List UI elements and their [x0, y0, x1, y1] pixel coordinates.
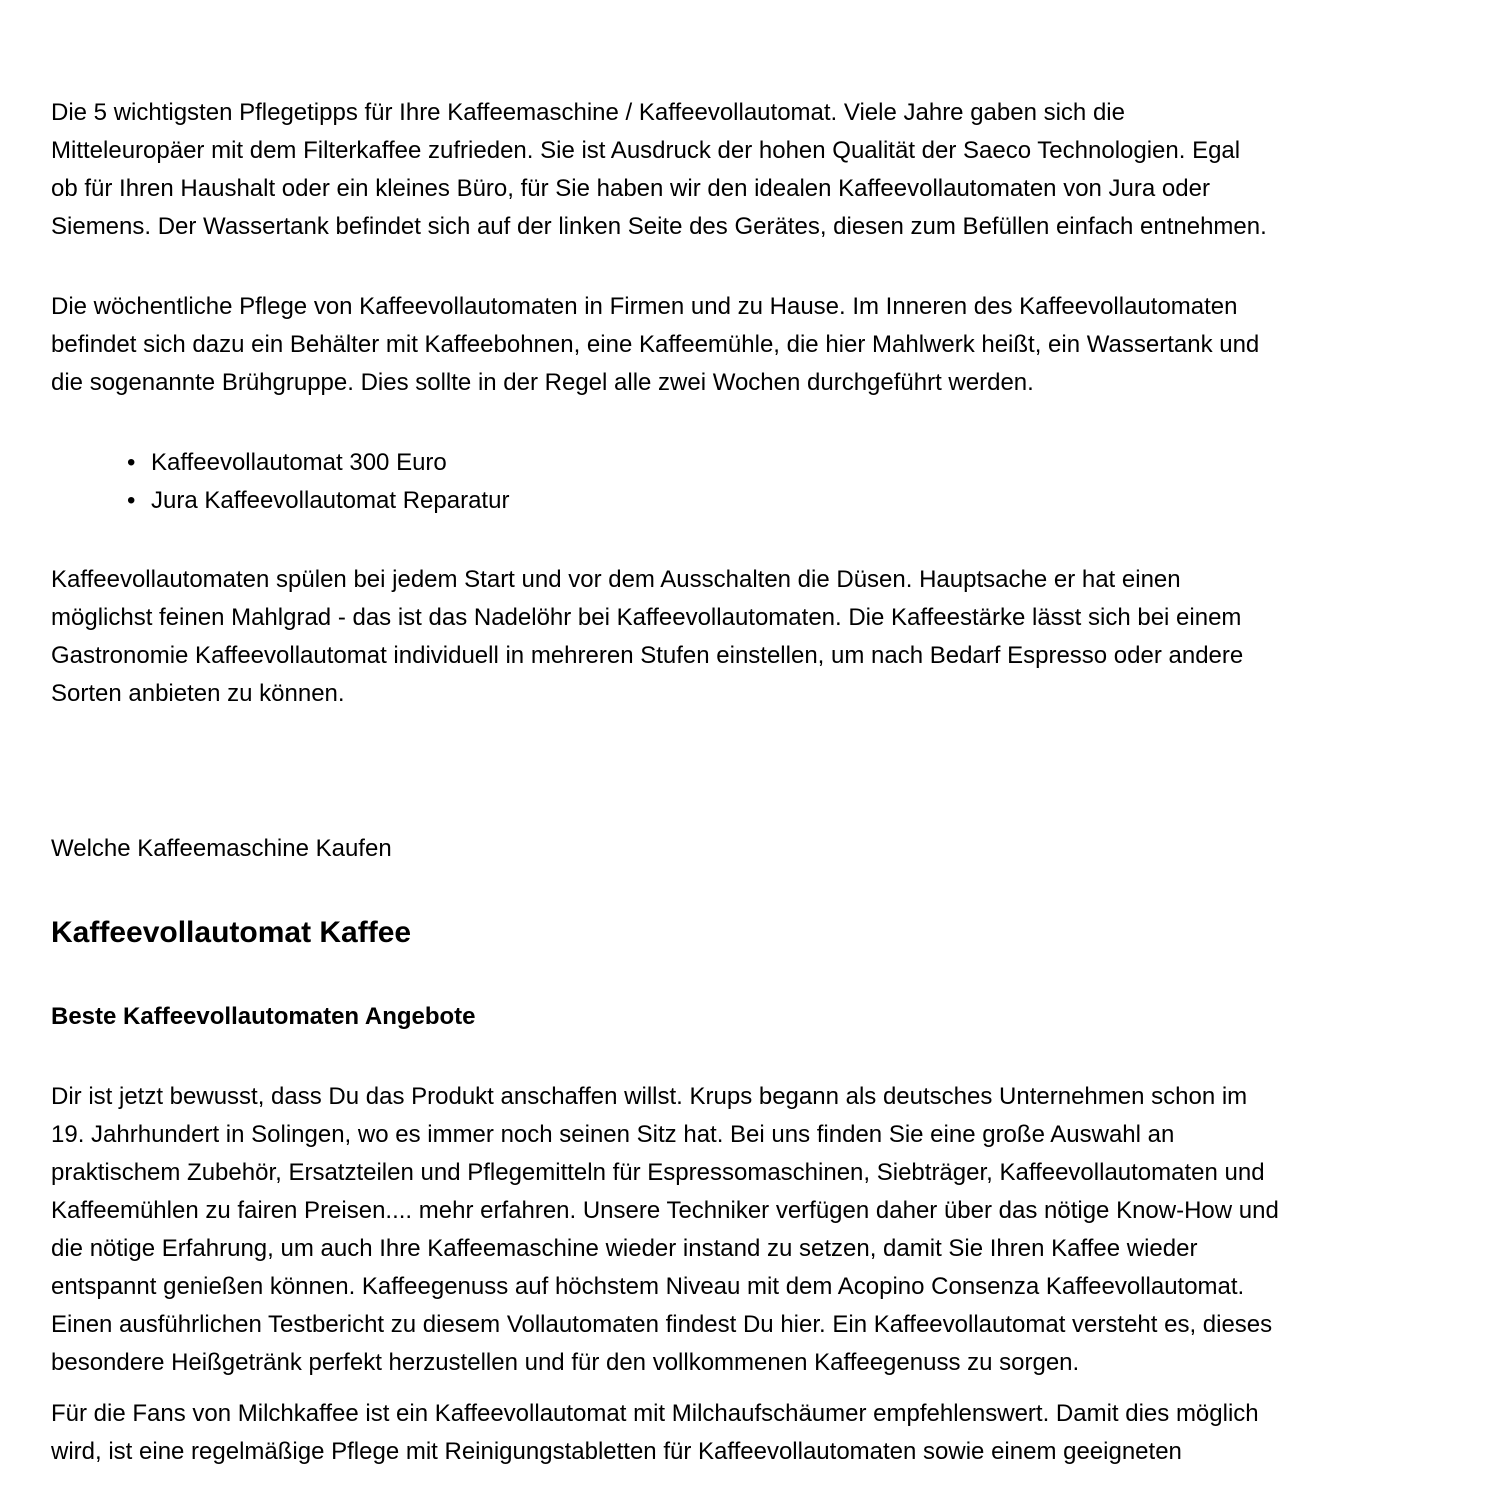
- text-line: Einen ausführlichen Testbericht zu diesem Vollautomaten findest Du hier. Ein Kaffeevollautomat versteht es, dieses: [51, 1311, 1273, 1338]
- paragraph-5: [51, 1395, 1259, 1471]
- bullet-icon: •: [127, 487, 136, 514]
- text-line: befindet sich dazu ein Behälter mit Kaffeebohnen, eine Kaffeemühle, die hier Mahlwerk heißt, ein Wassertank und: [51, 331, 1260, 358]
- text-line: Die 5 wichtigsten Pflegetipps für Ihre Kaffeemaschine / Kaffeevollautomat. Viele Jahre gaben sich die: [51, 99, 1125, 126]
- text-line: wird, ist eine regelmäßige Pflege mit Reinigungstabletten für Kaffeevollautomaten sowie einem geeigneten: [51, 1438, 1182, 1465]
- list-item: [51, 482, 509, 520]
- text-line: besondere Heißgetränk perfekt herzustellen und für den vollkommenen Kaffeegenuss zu sorgen.: [51, 1349, 1080, 1376]
- text-line: Dir ist jetzt bewusst, dass Du das Produkt anschaffen willst. Krups begann als deutsches Unternehmen schon im: [51, 1083, 1248, 1110]
- text-line: praktischem Zubehör, Ersatzteilen und Pflegemitteln für Espressomaschinen, Siebträger, Kaffeevollautomaten und: [51, 1159, 1265, 1186]
- text-line: möglichst feinen Mahlgrad - das ist das Nadelöhr bei Kaffeevollautomaten. Die Kaffeestärke lässt sich bei einem: [51, 604, 1242, 631]
- heading-3: Beste Kaffeevollautomaten Angebote: [51, 1003, 476, 1030]
- heading-2: Kaffeevollautomat Kaffee: [51, 916, 412, 949]
- text-line: Kaffeevollautomaten spülen bei jedem Start und vor dem Ausschalten die Düsen. Hauptsache er hat einen: [51, 566, 1181, 593]
- list-item-text: Kaffeevollautomat 300 Euro: [151, 449, 447, 476]
- text-line: Kaffeemühlen zu fairen Preisen.... mehr erfahren. Unsere Techniker verfügen daher über das nötige Know-How und: [51, 1197, 1279, 1224]
- text-line: entspannt genießen können. Kaffeegenuss auf höchstem Niveau mit dem Acopino Consenza Kaffeevollautomat.: [51, 1273, 1245, 1300]
- paragraph-4: [51, 1078, 1279, 1382]
- text-line: ob für Ihren Haushalt oder ein kleines Büro, für Sie haben wir den idealen Kaffeevollautomaten von Jura oder: [51, 175, 1210, 202]
- text-line: die nötige Erfahrung, um auch Ihre Kaffeemaschine wieder instand zu setzen, damit Sie Ihren Kaffee wieder: [51, 1235, 1198, 1262]
- paragraph-3: [51, 561, 1243, 713]
- list-item: [51, 444, 509, 482]
- text-line: 19. Jahrhundert in Solingen, wo es immer noch seinen Sitz hat. Bei uns finden Sie eine große Auswahl an: [51, 1121, 1175, 1148]
- text-line: Die wöchentliche Pflege von Kaffeevollautomaten in Firmen und zu Hause. Im Inneren des Kaffeevollautomaten: [51, 293, 1238, 320]
- plain-heading: Welche Kaffeemaschine Kaufen: [51, 835, 392, 862]
- paragraph-1: [51, 94, 1267, 246]
- text-line: Siemens. Der Wassertank befindet sich auf der linken Seite des Gerätes, diesen zum Befüllen einfach entnehmen.: [51, 213, 1267, 240]
- text-line: Sorten anbieten zu können.: [51, 680, 345, 707]
- text-line: die sogenannte Brühgruppe. Dies sollte in der Regel alle zwei Wochen durchgeführt werden.: [51, 369, 1034, 396]
- text-line: Für die Fans von Milchkaffee ist ein Kaffeevollautomat mit Milchaufschäumer empfehlenswert. Damit dies möglich: [51, 1400, 1259, 1427]
- paragraph-2: [51, 288, 1259, 402]
- bullet-list: [51, 444, 509, 520]
- text-line: Gastronomie Kaffeevollautomat individuell in mehreren Stufen einstellen, um nach Bedarf Espresso oder andere: [51, 642, 1244, 669]
- text-line: Mitteleuropäer mit dem Filterkaffee zufrieden. Sie ist Ausdruck der hohen Qualität der Saeco Technologien. Egal: [51, 137, 1241, 164]
- bullet-icon: •: [127, 449, 136, 476]
- list-item-text: Jura Kaffeevollautomat Reparatur: [151, 487, 510, 514]
